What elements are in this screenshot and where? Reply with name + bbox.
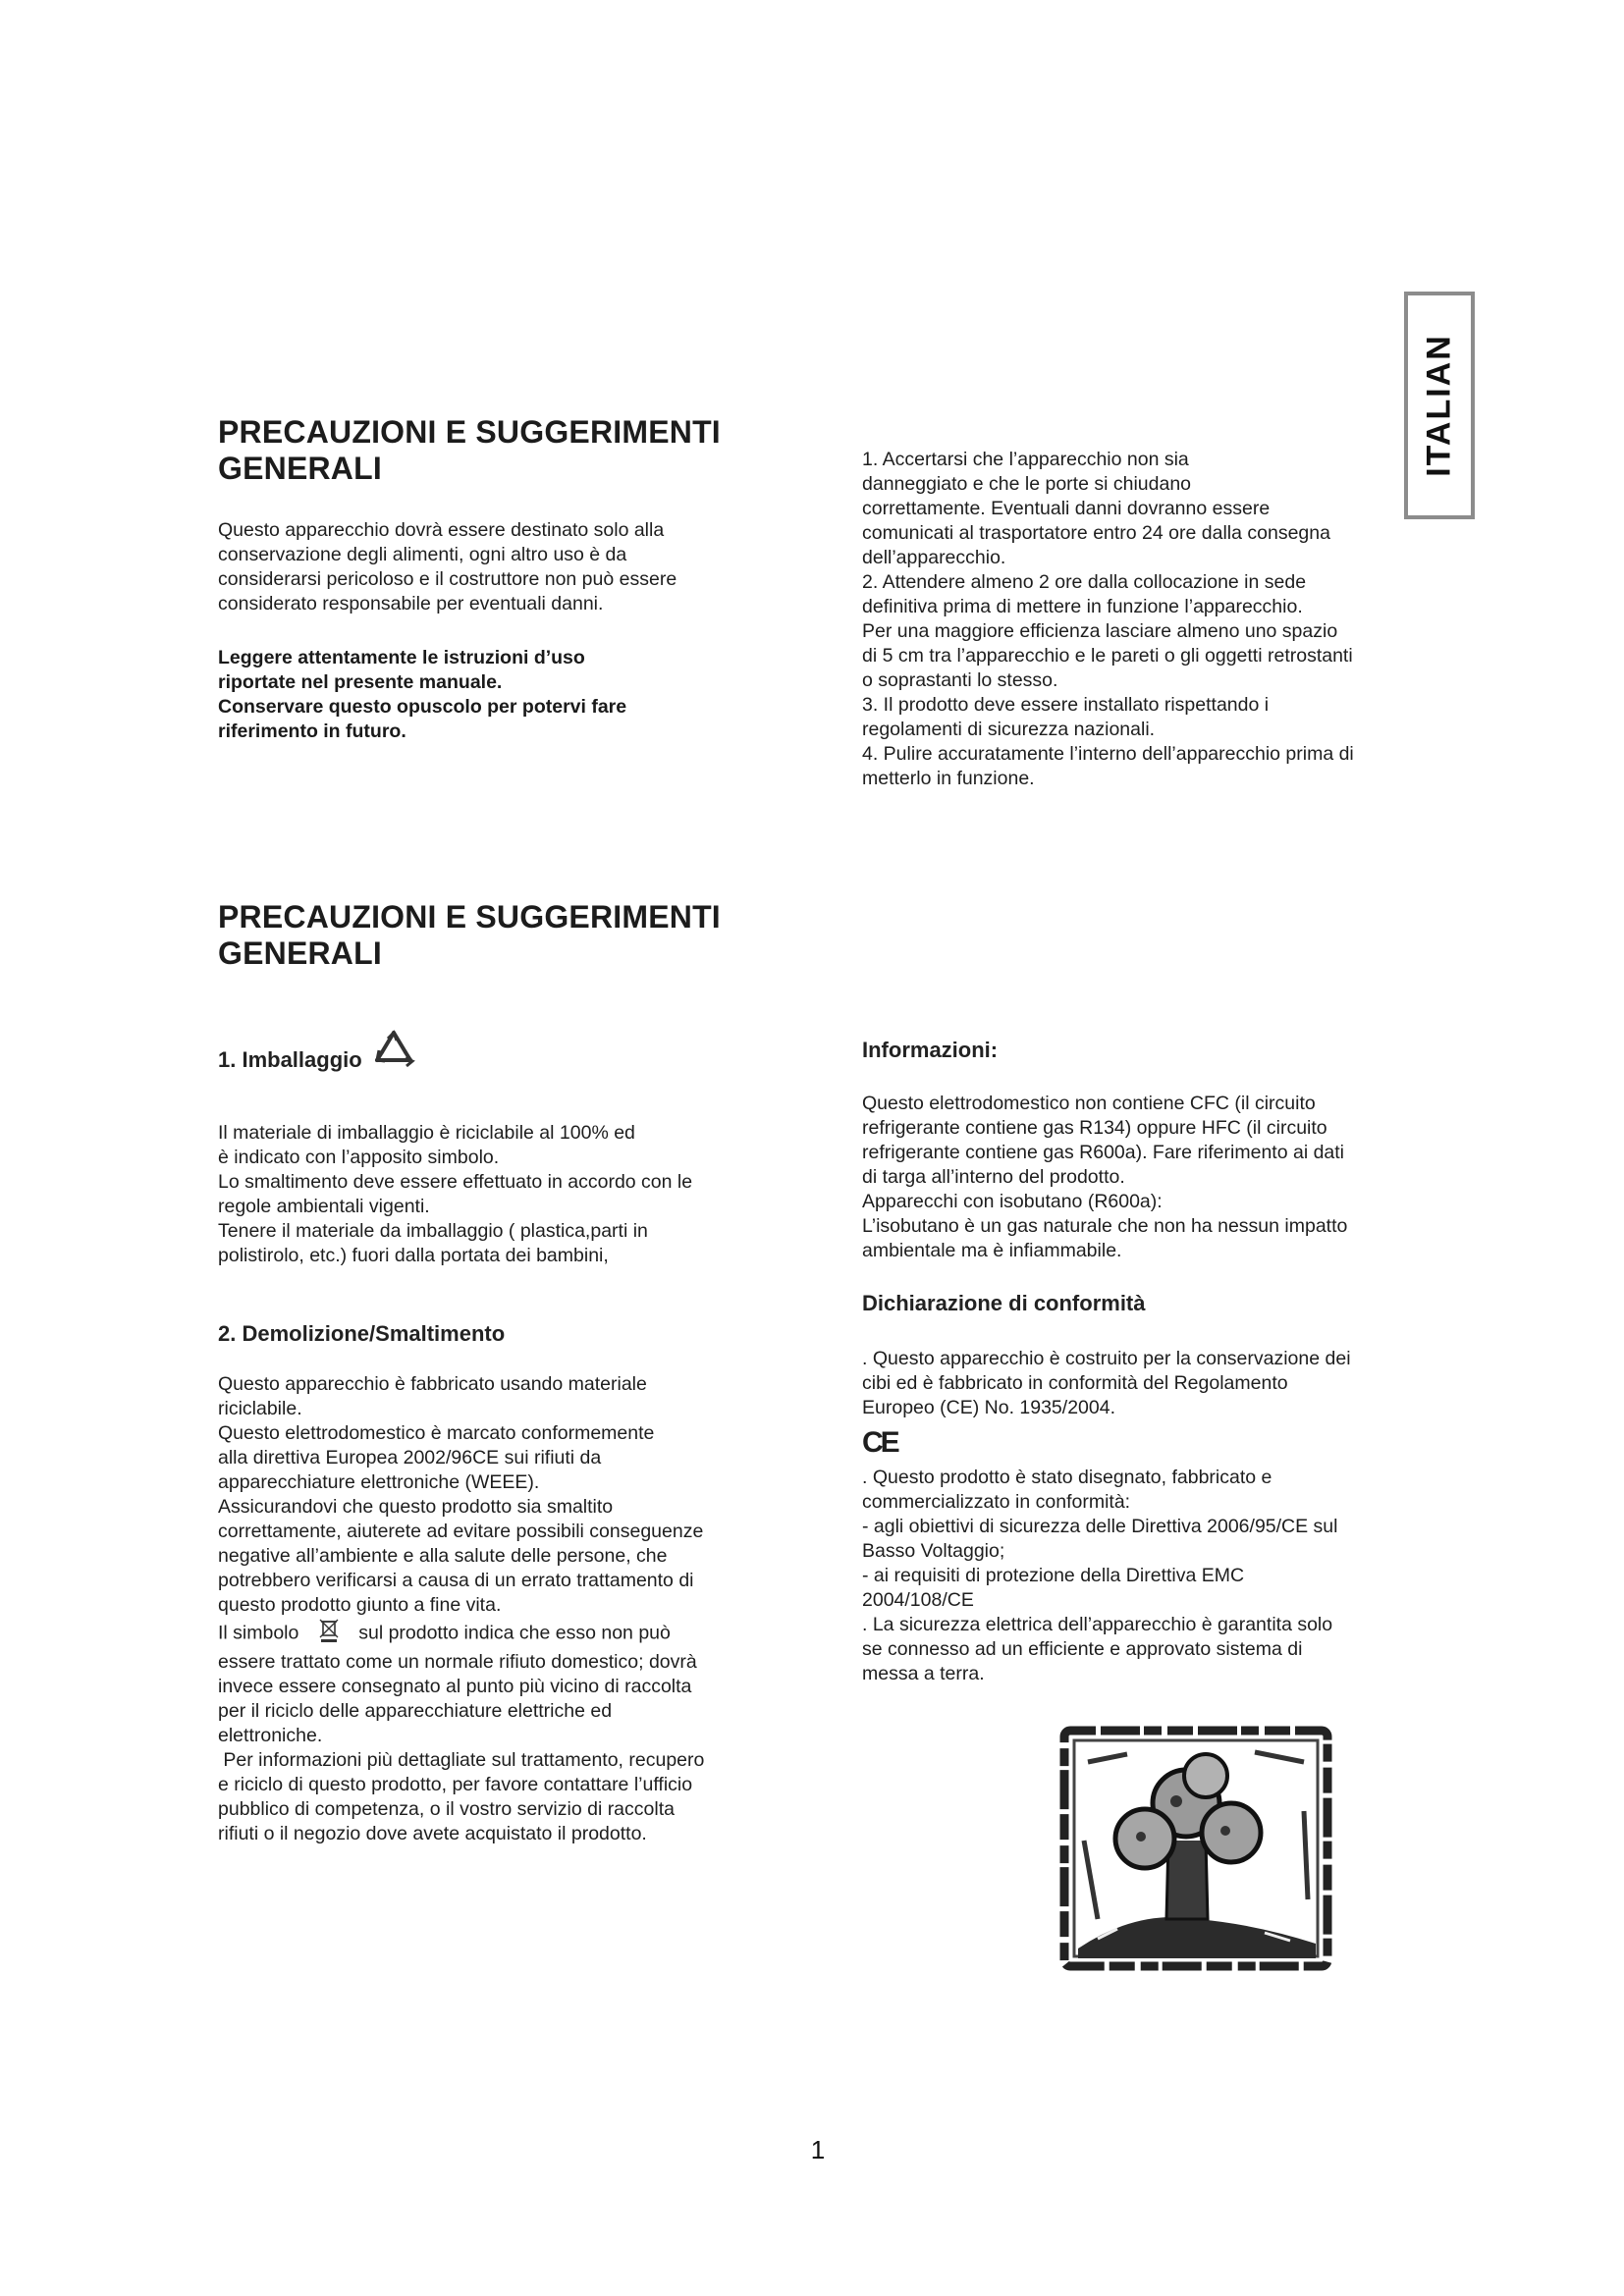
conformity-heading: Dichiarazione di conformità	[862, 1291, 1146, 1315]
packaging-text: Il materiale di imballaggio è riciclabile al 100% ed è indicato con l’apposito simbolo. Lo smaltimento deve essere effettuato in accordo con le regole ambientali vigenti. Tenere il materiale da imballaggio ( plastica,parti in polistirolo, etc.) fuori dalla portata dei bambini,	[218, 1122, 693, 1266]
symbol-line: Il simbolo sul prodotto indica che esso non può	[218, 1618, 807, 1650]
section1-intro: Questo apparecchio dovrà essere destinato solo alla conservazione degli alimenti, ogni altro uso è da considerarsi pericoloso e il costruttore non può essere considerato responsabile per eventuali danni.	[218, 519, 677, 614]
page-number: 1	[810, 2135, 826, 2164]
crossed-bin-icon	[318, 1618, 340, 1650]
disposal-heading-row	[218, 1320, 807, 1348]
tree-icon	[1058, 1723, 1335, 1978]
conformity-heading-row	[862, 1290, 1432, 1317]
info-heading-row	[862, 1037, 1432, 1064]
ce-mark: CE	[862, 1426, 897, 1459]
packaging-heading-row	[218, 1039, 807, 1087]
section1-checklist: 1. Accertarsi che l’apparecchio non sia danneggiato e che le porte si chiudano correttamente. Eventuali danni dovranno essere comunicati al trasportatore entro 24 ore dalla consegna dell’apparecchio. 2. Attendere almeno 2 ore dalla collocazione in sede definitiva prima di mettere in funzione l’apparecchio. Per una maggiore efficienza lasciare almeno uno spazio di 5 cm tra l’apparecchio e le pareti o gli oggetti retrostanti o soprastanti lo stesso. 3. Il prodotto deve essere installato rispettando i regolamenti di sicurezza nazionali. 4. Pulire accuratamente l’interno dell’apparecchio prima di metterlo in funzione.	[862, 449, 1354, 789]
section2-title: PRECAUZIONI E SUGGERIMENTI GENERALI	[218, 899, 721, 971]
info-text: Questo elettrodomestico non contiene CFC (il circuito refrigerante contiene gas R134) oppure HFC (il circuito refrigerante contiene gas R600a). Fare riferimento ai dati di targa all’interno del prodotto. Apparecchi con isobutano (R600a): L’isobutano è un gas naturale che non ha nessun impatto ambientale ma è infiammabile.	[862, 1093, 1348, 1261]
conformity-text: . Questo apparecchio è costruito per la conservazione dei cibi ed è fabbricato in conformità del Regolamento Europeo (CE) No. 1935/2004. CE . Questo prodotto è stato disegnato, fabbricato e commercializzato in conformità: - agli obiettivi di sicurezza delle Direttiva 2006/95/CE sul Basso Voltaggio; - ai requisiti di protezione della Direttiva EMC 2004/108/CE . La sicurezza elettrica dell’apparecchio è garantita solo se connesso ad un efficiente e approvato sistema di messa a terra.	[862, 1347, 1432, 1686]
recycle-icon	[368, 1029, 419, 1077]
disposal-heading: 2. Demolizione/Smaltimento	[218, 1321, 506, 1346]
section1-title: PRECAUZIONI E SUGGERIMENTI GENERALI	[218, 414, 721, 486]
environment-tree-illustration	[1058, 1723, 1335, 1978]
section2-title-block	[218, 899, 807, 972]
packaging-heading: 1. Imballaggio	[218, 1046, 362, 1072]
section1-read-instructions: Leggere attentamente le istruzioni d’uso riportate nel presente manuale. Conservare questo opuscolo per potervi fare riferimento in futuro.	[218, 647, 627, 742]
language-tab-label: ITALIAN	[1420, 334, 1458, 477]
disposal-text: Questo apparecchio è fabbricato usando materiale riciclabile. Questo elettrodomestico è marcato conformemente alla direttiva Europea 2002/96CE sui rifiuti da apparecchiature elettroniche (WEEE). Assicurandovi che questo prodotto sia smaltito correttamente, aiuterete ad evitare possibili conseguenze negative all’ambiente e alla salute delle persone, che potrebbero verificarsi a causa di un errato trattamento di questo prodotto giunto a fine vita. Il simbolo sul prodotto indica che esso non può essere trattato come un normale rifiuto domestico; dovrà invece essere consegnato al punto più vicino di raccolta per il riciclo delle apparecchiature elettriche ed elettroniche. Per informazioni più dettagliate sul trattamento, recupero e riciclo di questo prodotto, per favore contattare l’ufficio pubblico di competenza, o il vostro servizio di raccolta rifiuti o il negozio dove avete acquistato il prodotto.	[218, 1372, 807, 1846]
section1-title-block	[218, 414, 807, 487]
info-heading: Informazioni:	[862, 1038, 999, 1062]
